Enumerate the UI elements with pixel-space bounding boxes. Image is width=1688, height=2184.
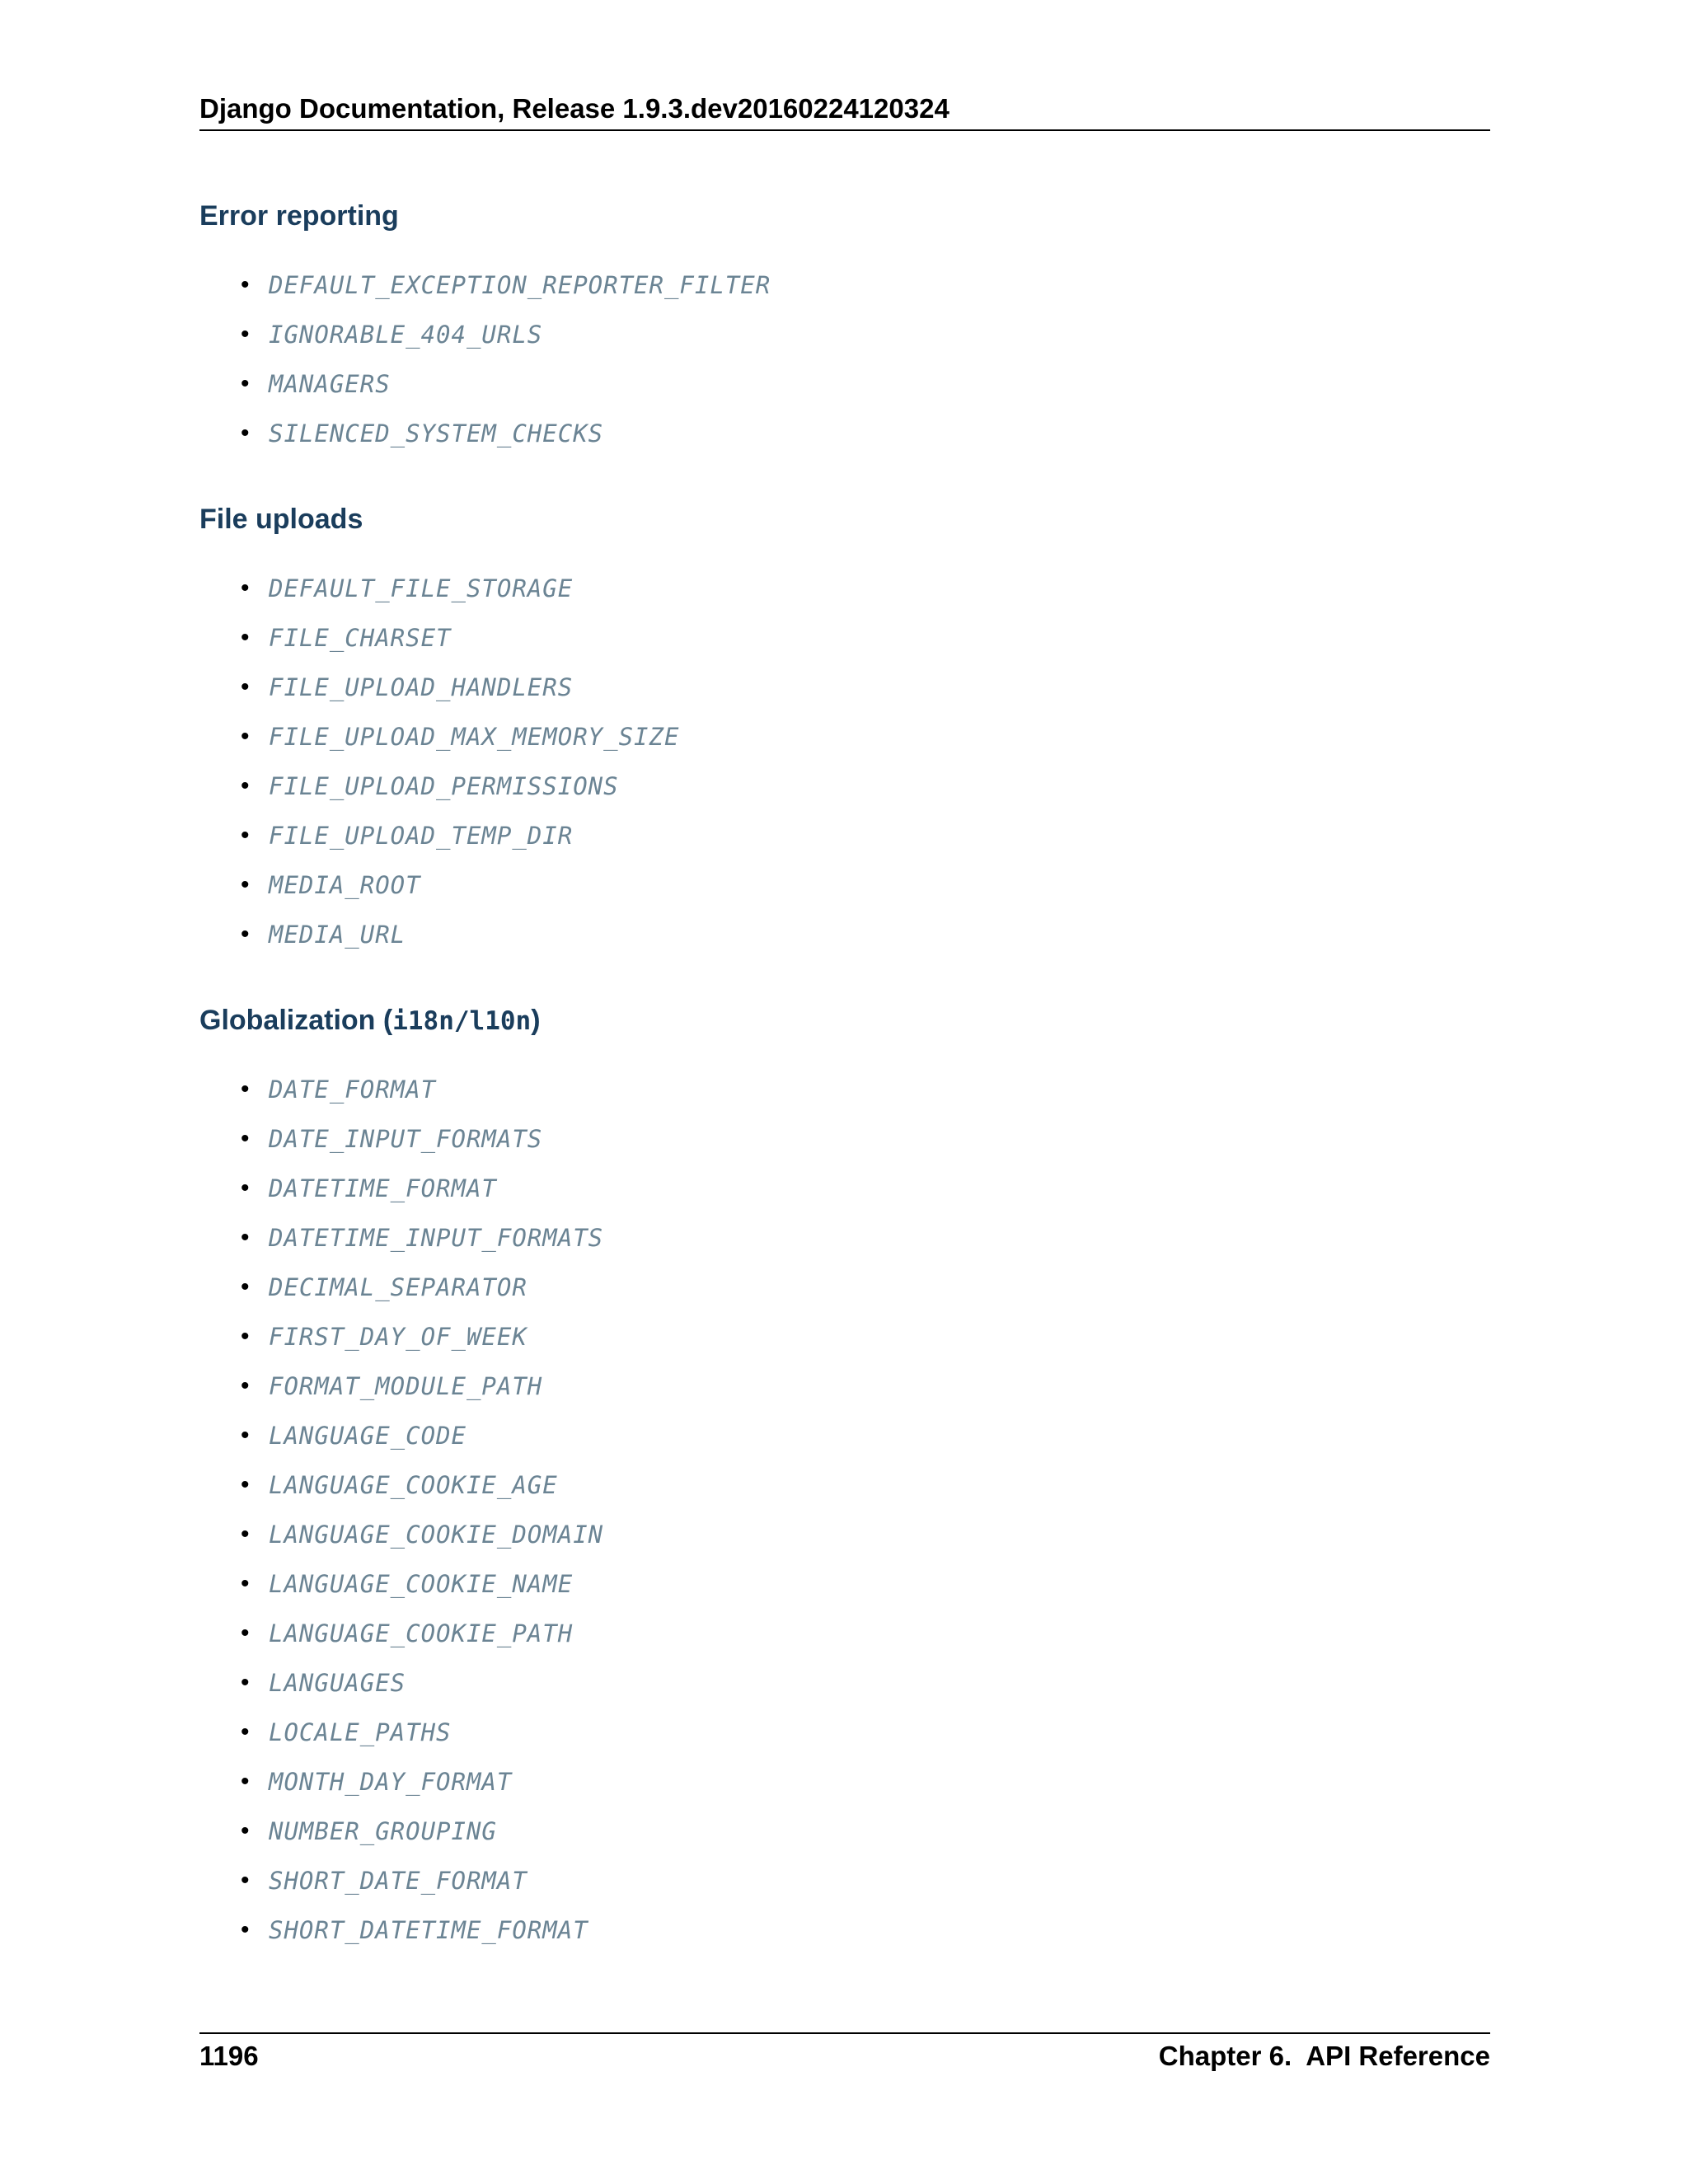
bullet-icon: • (241, 370, 250, 397)
running-header: Django Documentation, Release 1.9.3.dev20160224120324 (199, 92, 1490, 131)
error-reporting-settings-list (241, 260, 771, 458)
list-item (241, 712, 679, 762)
running-footer (199, 2032, 1490, 2074)
bullet-icon: • (241, 1174, 250, 1202)
bullet-icon: • (241, 1718, 250, 1746)
chapter-title: Chapter 6. API Reference (1158, 2041, 1490, 2071)
list-item (241, 1510, 603, 1559)
list-item (241, 260, 771, 310)
list-item (241, 1905, 603, 1955)
setting-link[interactable]: DECIMAL_SEPARATOR (269, 1273, 528, 1301)
section-title-text: Error reporting (199, 200, 399, 232)
setting-link[interactable]: DATETIME_INPUT_FORMATS (269, 1224, 604, 1252)
setting-link[interactable]: NUMBER_GROUPING (269, 1817, 497, 1845)
setting-link[interactable]: FILE_UPLOAD_TEMP_DIR (269, 822, 574, 850)
setting-link[interactable]: FORMAT_MODULE_PATH (269, 1372, 543, 1400)
list-item (241, 811, 679, 860)
bullet-icon: • (241, 1471, 250, 1498)
setting-link[interactable]: FILE_UPLOAD_PERMISSIONS (269, 772, 619, 800)
list-item (241, 1312, 603, 1361)
bullet-icon: • (241, 772, 250, 799)
bullet-icon: • (241, 1619, 250, 1647)
list-item (241, 1164, 603, 1213)
setting-link[interactable]: LANGUAGE_COOKIE_AGE (269, 1471, 558, 1499)
list-item (241, 1361, 603, 1411)
list-item (241, 1856, 603, 1905)
setting-link[interactable]: IGNORABLE_404_URLS (269, 321, 543, 349)
setting-link[interactable]: MANAGERS (269, 370, 391, 398)
list-item (241, 910, 679, 959)
bullet-icon: • (241, 871, 250, 898)
bullet-icon: • (241, 1867, 250, 1894)
bullet-icon: • (241, 1521, 250, 1548)
bullet-icon: • (241, 1570, 250, 1597)
bullet-icon: • (241, 673, 250, 701)
bullet-icon: • (241, 1768, 250, 1795)
bullet-icon: • (241, 1273, 250, 1301)
bullet-icon: • (241, 921, 250, 948)
bullet-icon: • (241, 271, 250, 298)
setting-link[interactable]: MEDIA_ROOT (269, 871, 421, 899)
setting-link[interactable]: FILE_CHARSET (269, 624, 452, 652)
list-item (241, 359, 771, 409)
list-item (241, 1114, 603, 1164)
list-item (241, 613, 679, 663)
list-item (241, 860, 679, 910)
list-item (241, 1460, 603, 1510)
section-title-globalization (199, 1004, 541, 1038)
setting-link[interactable]: LANGUAGE_COOKIE_NAME (269, 1570, 574, 1598)
list-item (241, 1263, 603, 1312)
setting-link[interactable]: DEFAULT_EXCEPTION_REPORTER_FILTER (269, 271, 771, 299)
bullet-icon: • (241, 1125, 250, 1152)
bullet-icon: • (241, 822, 250, 849)
bullet-icon: • (241, 574, 250, 602)
setting-link[interactable]: MEDIA_URL (269, 921, 406, 949)
setting-link[interactable]: DATE_FORMAT (269, 1076, 437, 1104)
list-item (241, 1658, 603, 1708)
bullet-icon: • (241, 1076, 250, 1103)
setting-link[interactable]: DATE_INPUT_FORMATS (269, 1125, 543, 1153)
setting-link[interactable]: LANGUAGES (269, 1669, 406, 1697)
bullet-icon: • (241, 1817, 250, 1844)
setting-link[interactable]: LOCALE_PATHS (269, 1718, 452, 1746)
page-number: 1196 (199, 2041, 259, 2071)
section-title-code: i18n/l10n (392, 1006, 532, 1036)
list-item (241, 1609, 603, 1658)
setting-link[interactable]: LANGUAGE_COOKIE_DOMAIN (269, 1521, 604, 1549)
bullet-icon: • (241, 1224, 250, 1251)
setting-link[interactable]: FIRST_DAY_OF_WEEK (269, 1323, 528, 1351)
globalization-settings-list (241, 1065, 603, 1955)
setting-link[interactable]: DATETIME_FORMAT (269, 1174, 497, 1202)
file-uploads-settings-list (241, 564, 679, 959)
list-item (241, 1559, 603, 1609)
list-item (241, 1213, 603, 1263)
list-item (241, 663, 679, 712)
bullet-icon: • (241, 1372, 250, 1399)
section-title-error-reporting (199, 199, 399, 232)
list-item (241, 310, 771, 359)
bullet-icon: • (241, 1916, 250, 1943)
setting-link[interactable]: SHORT_DATETIME_FORMAT (269, 1916, 588, 1944)
bullet-icon: • (241, 723, 250, 750)
list-item (241, 762, 679, 811)
setting-link[interactable]: FILE_UPLOAD_MAX_MEMORY_SIZE (269, 723, 680, 751)
list-item (241, 1065, 603, 1114)
setting-link[interactable]: LANGUAGE_COOKIE_PATH (269, 1619, 574, 1647)
section-title-text: Globalization ( (199, 1005, 393, 1036)
list-item (241, 1411, 603, 1460)
setting-link[interactable]: DEFAULT_FILE_STORAGE (269, 574, 574, 602)
bullet-icon: • (241, 419, 250, 447)
setting-link[interactable]: MONTH_DAY_FORMAT (269, 1768, 513, 1796)
bullet-icon: • (241, 1669, 250, 1696)
list-item (241, 564, 679, 613)
list-item (241, 1807, 603, 1856)
list-item (241, 1708, 603, 1757)
section-title-text: File uploads (199, 504, 363, 535)
setting-link[interactable]: SILENCED_SYSTEM_CHECKS (269, 419, 604, 448)
bullet-icon: • (241, 624, 250, 651)
bullet-icon: • (241, 321, 250, 348)
setting-link[interactable]: FILE_UPLOAD_HANDLERS (269, 673, 574, 701)
document-page (199, 0, 1490, 2184)
list-item (241, 409, 771, 458)
bullet-icon: • (241, 1323, 250, 1350)
setting-link[interactable]: SHORT_DATE_FORMAT (269, 1867, 528, 1895)
setting-link[interactable]: LANGUAGE_CODE (269, 1422, 467, 1450)
section-title-file-uploads (199, 503, 363, 536)
list-item (241, 1757, 603, 1807)
bullet-icon: • (241, 1422, 250, 1449)
section-title-suffix: ) (531, 1005, 541, 1036)
